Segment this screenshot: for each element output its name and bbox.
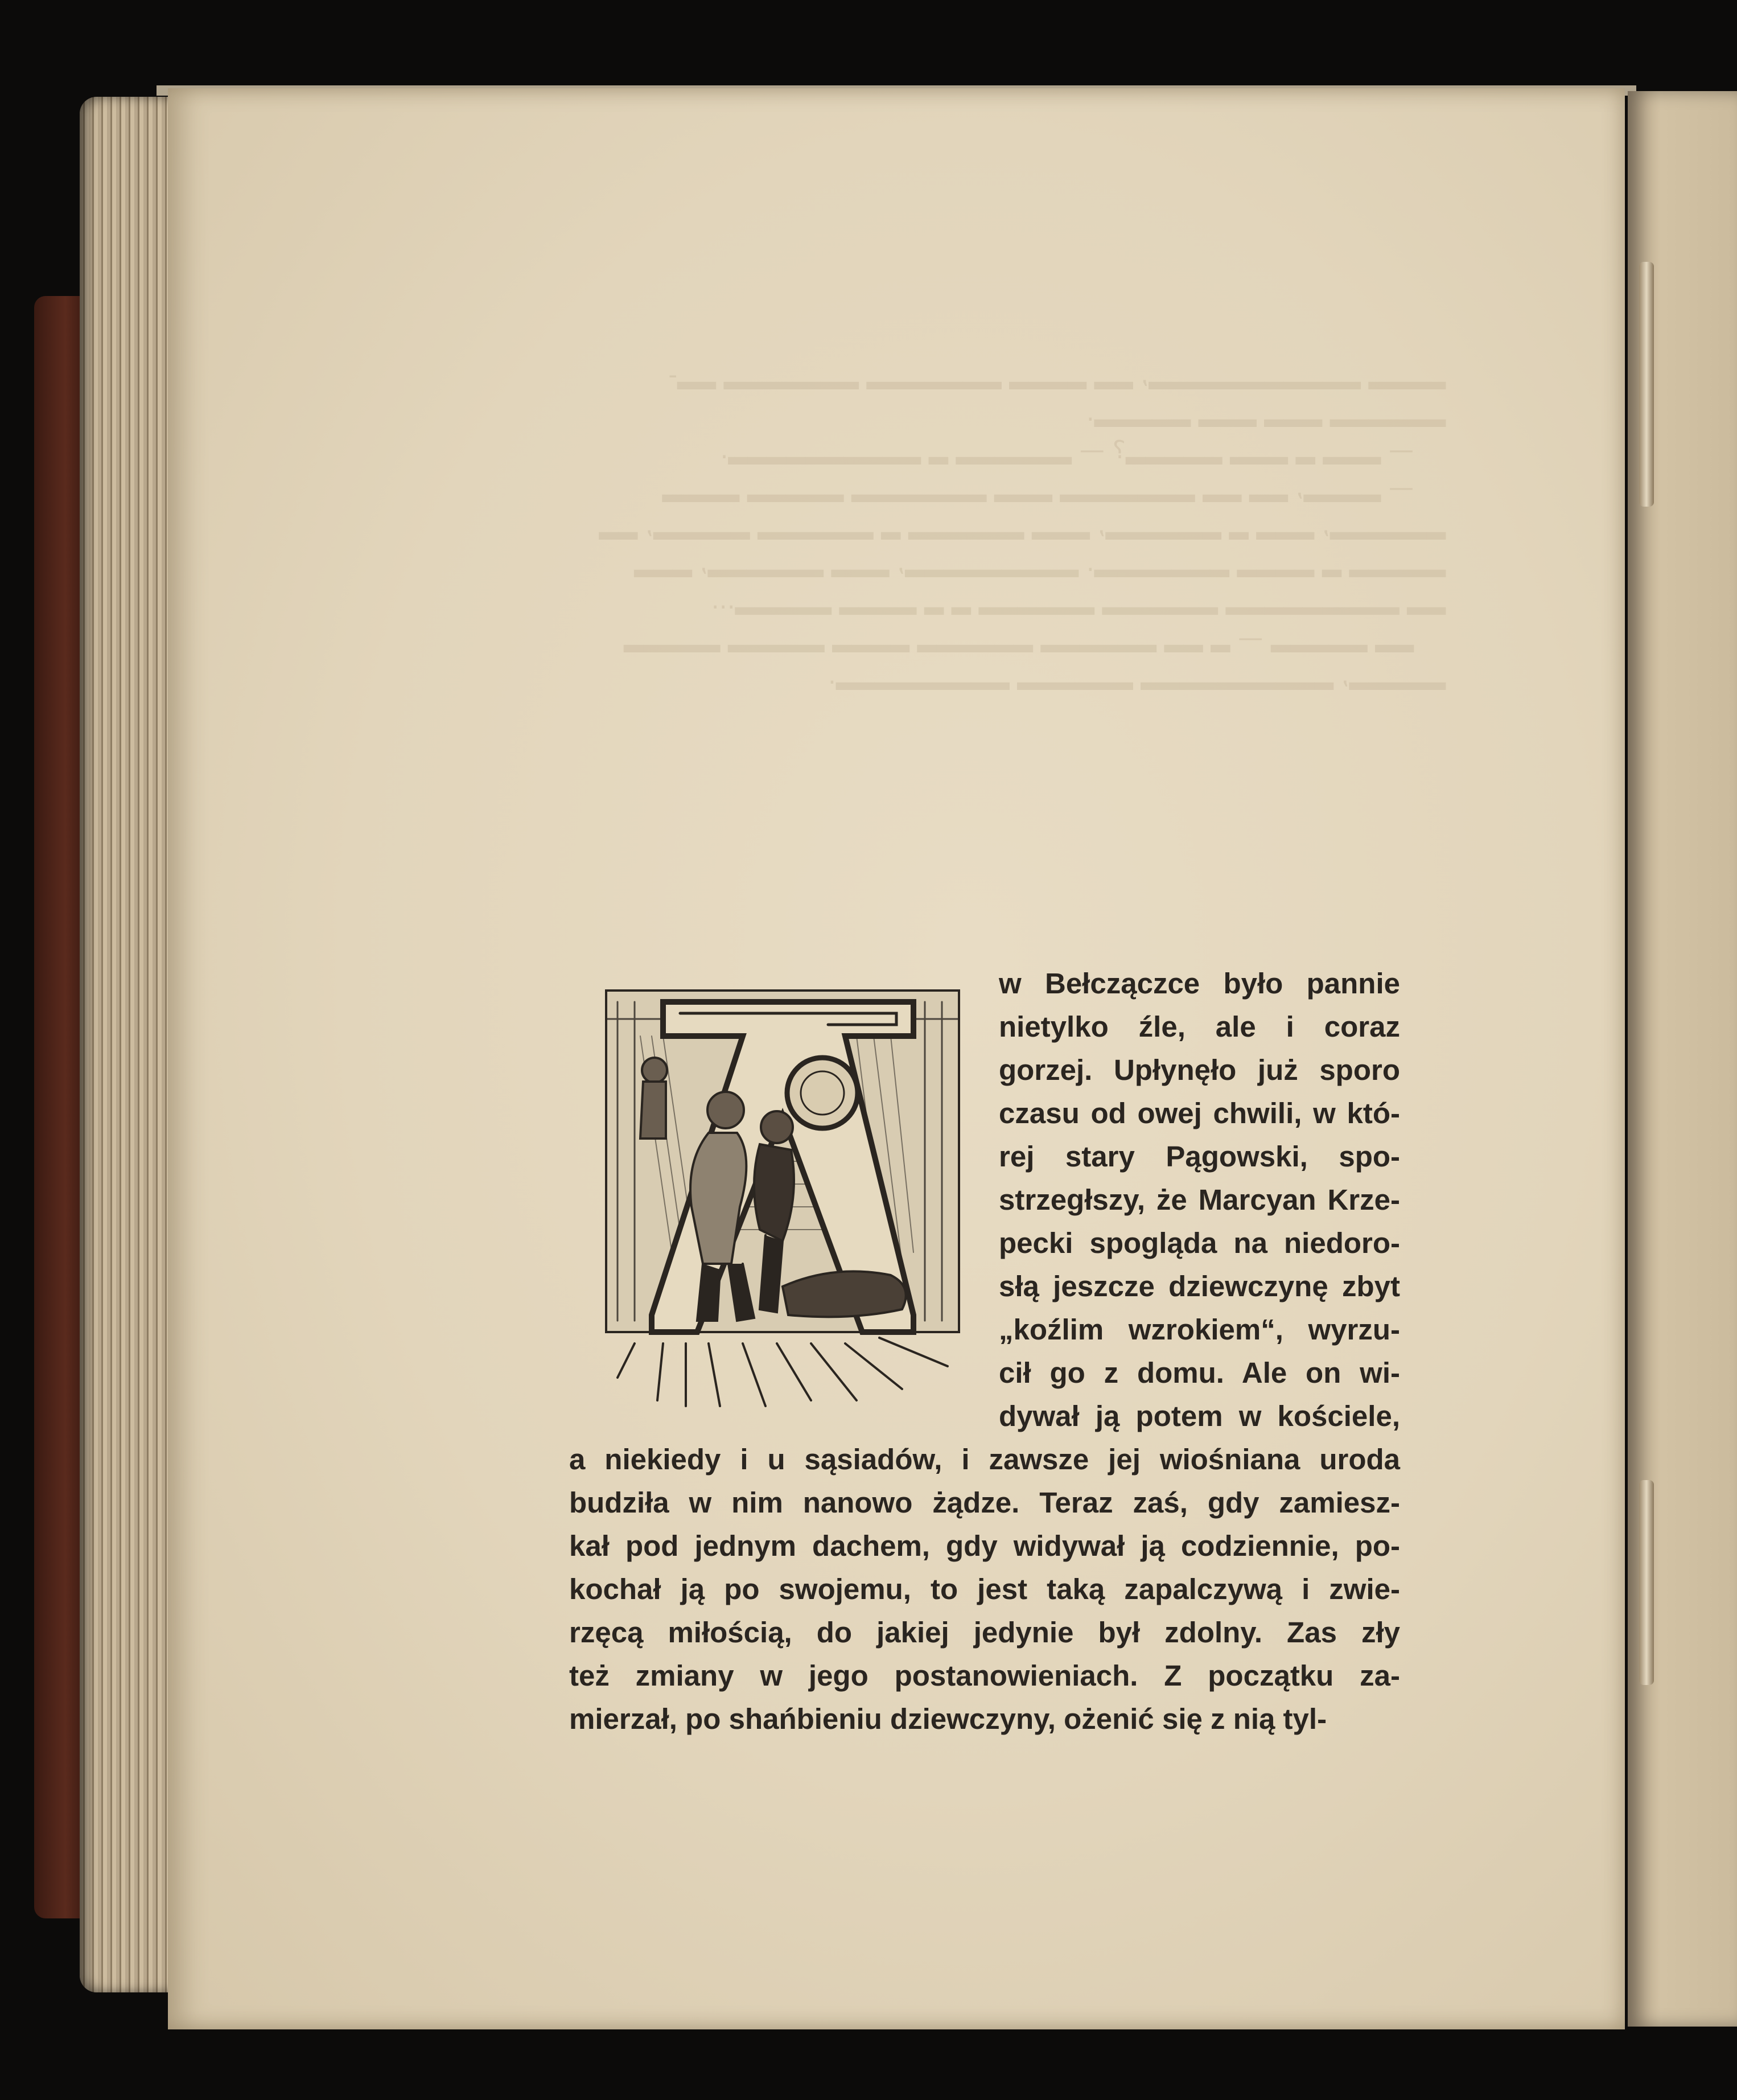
bleed-through-texture: ▂▂▂▂ ▂▂▂▂▂▂▂▂▂▂▂, ▂▂ ▂▂▂▂ ▂▂▂▂▂▂▂ ▂▂▂▂▂▂▂ ▂▂- ▂▂▂▂▂▂ ▂▂▂ ▂▂▂ ▂▂▂▂▂. — ▂▂▂ ▂ ▂▂▂ ▂▂▂▂▂? — ▂▂▂▂▂▂ ▂ ▂▂▂▂▂▂▂▂▂▂. — ▂▂▂▂, ▂▂ ▂▂ ▂▂▂▂▂▂▂ ▂▂▂ ▂▂▂▂▂▂▂ ▂▂▂▂▂ ▂▂▂▂ ▂▂▂▂▂▂, ▂▂▂ ▂ ▂▂▂▂▂▂, ▂▂▂ ▂▂▂▂▂▂ ▂ ▂▂▂▂▂▂ ▂▂▂▂▂, ▂▂ ▂▂▂▂▂ ▂ ▂▂▂▂ ▂▂▂▂▂▂▂. ▂▂▂▂▂▂▂▂▂, ▂▂▂ ▂▂▂▂▂▂, ▂▂▂ ▂▂ ▂▂▂▂▂▂▂▂▂ ▂▂▂▂▂▂ ▂▂▂▂▂▂ ▂ ▂ ▂▂▂▂ ▂▂▂▂▂... ▂▂ ▂▂▂▂▂ — ▂ ▂▂ ▂▂▂▂▂▂ ▂▂▂▂▂▂ ▂▂▂▂ ▂▂▂▂▂ ▂▂▂▂▂ ▂▂▂▂▂, ▂▂▂▂▂▂▂▂▂▂ ▂▂▂▂▂▂ ▂▂▂▂▂▂▂▂▂.: [599, 360, 1446, 690]
text-line: dywał ją potem w kościele,: [999, 1400, 1400, 1432]
text-line: kał pod jednym dachem, gdy widywał ją codziennie, po-: [569, 1530, 1400, 1562]
page-clip-bottom: [1639, 1480, 1654, 1685]
page-clip-top: [1639, 262, 1654, 507]
text-line: a niekiedy i u sąsiadów, i zawsze jej wiośniana uroda: [569, 1443, 1400, 1476]
text-line: mierzał, po shańbieniu dziewczyny, ożenić się z nią tyl-: [569, 1703, 1327, 1735]
text-line: w Bełczączce było pannie: [999, 967, 1400, 1000]
text-line: budziła w nim nanowo żądze. Teraz zaś, gdy zamiesz-: [569, 1486, 1400, 1519]
text-line: rzęcą miłością, do jakiej jedynie był zdolny. Zas zły: [569, 1616, 1400, 1649]
text-line: kochał ją po swojemu, to jest taką zapalczywą i zwie-: [569, 1573, 1400, 1605]
text-line: rej stary Pągowski, spo-: [999, 1140, 1400, 1173]
text-line: pecki spogląda na niedoro-: [999, 1227, 1400, 1259]
text-line: słą jeszcze dziewczynę zbyt: [999, 1270, 1400, 1302]
text-line: strzegłszy, że Marcyan Krze-: [999, 1183, 1400, 1216]
text-full-width: [569, 1438, 1400, 1741]
text-line: „koźlim wzrokiem“, wyrzu-: [999, 1313, 1400, 1346]
body-text: [569, 962, 1400, 1741]
text-line: czasu od owej chwili, w któ-: [999, 1097, 1400, 1129]
text-beside-initial: [999, 962, 1400, 1438]
text-line: cił go z domu. Ale on wi-: [999, 1357, 1400, 1389]
text-line: też zmiany w jego postanowieniach. Z początku za-: [569, 1659, 1400, 1692]
text-line: gorzej. Upłynęło już sporo: [999, 1054, 1400, 1086]
text-line: nietylko źle, ale i coraz: [999, 1010, 1400, 1043]
